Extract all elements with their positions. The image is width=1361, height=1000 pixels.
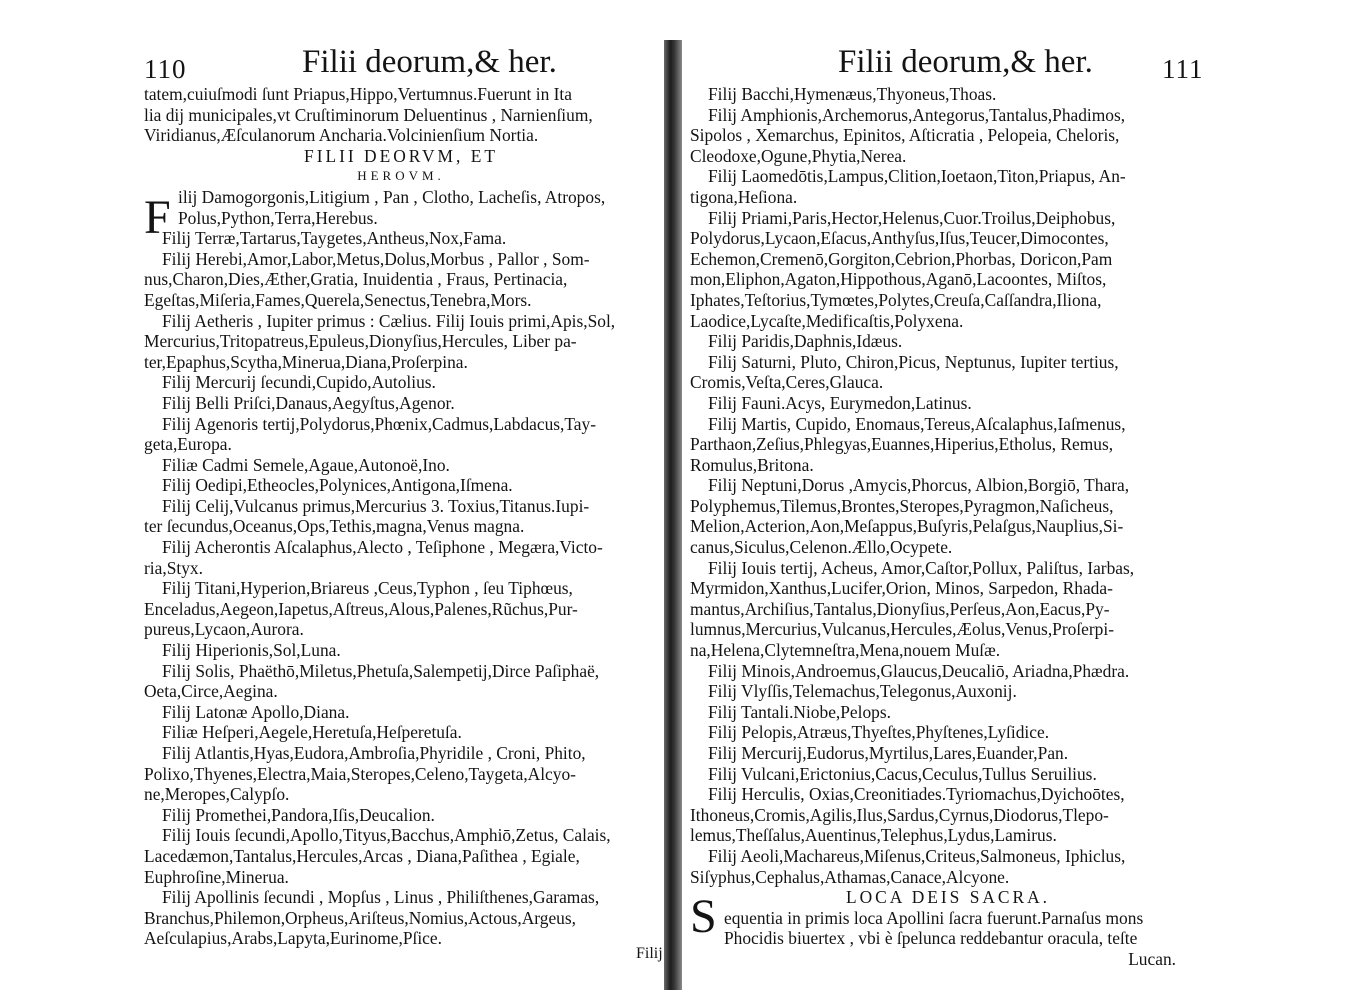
text-line: Filij Latonæ Apollo,Diana. xyxy=(162,701,350,722)
text-line: mantus,Archiſius,Tantalus,Dionyſius,Perſeus,Aon,Eacus,Py- xyxy=(690,598,1110,619)
text-line: Filij Hiperionis,Sol,Luna. xyxy=(162,640,341,661)
text-line: Filij Mercurij,Eudorus,Myrtilus,Lares,Euander,Pan. xyxy=(708,743,1069,763)
section-subheading: HEROVM. xyxy=(357,168,445,184)
text-line: Filij Aeoli,Machareus,Miſenus,Criteus,Salmoneus, Iphiclus, xyxy=(708,845,1126,866)
text-line: Filiæ Cadmi Semele,Agaue,Autonoë,Ino. xyxy=(162,454,450,475)
text-line: ria,Styx. xyxy=(144,557,203,578)
section-heading: LOCA DEIS SACRA. xyxy=(845,887,1051,908)
text-line: Filij Herculis, Oxias,Creonitiades.Tyriomachus,Dyichoōtes, xyxy=(708,784,1125,805)
text-line: Filij Vlyſſis,Telemachus,Telegonus,Auxonij. xyxy=(708,681,1017,702)
text-line: Filij Atlantis,Hyas,Eudora,Ambroſia,Phyridile , Croni, Phito, xyxy=(162,743,586,763)
catchword: Filij xyxy=(636,945,663,962)
left-dropcap: F xyxy=(144,191,171,244)
text-line: Filij Solis, Phaëthō,Miletus,Phetuſa,Salempetij,Dirce Paſiphaë, xyxy=(162,660,600,681)
text-line: Siſyphus,Cephalus,Athamas,Canace,Alcyone. xyxy=(690,866,1010,887)
text-line: Filij Fauni.Acys, Eurymedon,Latinus. xyxy=(708,392,972,413)
text-line: Filij Celij,Vulcanus primus,Mercurius 3. Toxius,Titanus.Iupi- xyxy=(162,495,590,516)
text-line: Filij Pelopis,Atræus,Thyeſtes,Phyſtenes,Lyſidice. xyxy=(708,722,1050,743)
text-line: Filij Minois,Androemus,Glaucus,Deucaliō, Ariadna,Phædra. xyxy=(708,660,1130,681)
text-line: na,Helena,Clytemneſtra,Mena,nouem Muſæ. xyxy=(690,640,1001,661)
text-line: Echemon,Cremenō,Gorgiton,Cebrion,Phorbas, Doricon,Pam xyxy=(690,248,1113,269)
text-line: Laodice,Lycaſte,Medificaſtis,Polyxena. xyxy=(690,310,964,331)
text-line: Filij Apollinis ſecundi , Mopſus , Linus , Philiſthenes,Garamas, xyxy=(162,887,600,908)
text-line: Filij Herebi,Amor,Labor,Metus,Dolus,Morbus , Pallor , Som- xyxy=(162,248,590,269)
text-line: Filij Terræ,Tartarus,Taygetes,Antheus,Nox,Fama. xyxy=(162,228,507,249)
text-line: Filij Promethei,Pandora,Iſis,Deucalion. xyxy=(162,804,435,825)
text-line: Filij Agenoris tertij,Polydorus,Phœnix,Cadmus,Labdacus,Tay- xyxy=(162,413,597,434)
text-line: Melion,Acterion,Aon,Meſappus,Buſyris,Pelaſgus,Nauplius,Si- xyxy=(690,516,1124,537)
left-running-head: Filii deorum,& her. xyxy=(302,44,557,80)
text-line: tigona,Heſiona. xyxy=(690,186,798,207)
text-line: Mercurius,Tritopatreus,Epuleus,Dionyſius,Hercules, Liber pa- xyxy=(144,331,577,352)
text-line: Filiæ Heſperi,Aegele,Heretuſa,Heſperetuſa. xyxy=(162,722,462,743)
text-line: Aeſculapius,Arabs,Lapyta,Eurinome,Pſice. xyxy=(144,928,442,949)
section-heading: FILII DEORVM, ET xyxy=(304,145,498,166)
text-line: lumnus,Mercurius,Vulcanus,Hercules,Æolus,Venus,Proſerpi- xyxy=(690,619,1114,640)
right-text-block xyxy=(690,84,1206,970)
left-text-block xyxy=(144,84,658,949)
text-line: Lucan. xyxy=(1128,948,1176,969)
left-page xyxy=(0,0,670,1000)
text-line: Enceladus,Aegeon,Iapetus,Aſtreus,Alous,Palenes,Rũchus,Pur- xyxy=(144,598,578,619)
text-line: Filij Saturni, Pluto, Chiron,Picus, Neptunus, Iupiter tertius, xyxy=(708,351,1119,372)
text-line: nus,Charon,Dies,Æther,Gratia, Inuidentia , Fraus, Pertinacia, xyxy=(144,269,568,290)
text-line: Polyphemus,Tilemus,Brontes,Steropes,Pyragmon,Naſicheus, xyxy=(690,495,1114,516)
text-line: equentia in primis loca Apollini ſacra fuerunt.Parnaſus mons xyxy=(724,907,1144,928)
text-line: canus,Siculus,Celenon.Ællo,Ocypete. xyxy=(690,537,953,558)
text-line: Egeſtas,Miſeria,Fames,Querela,Senectus,Tenebra,Mors. xyxy=(144,289,532,310)
text-line: Polydorus,Lycaon,Eſacus,Anthyſus,Iſus,Teucer,Dimocontes, xyxy=(690,228,1109,249)
text-line: pureus,Lycaon,Aurora. xyxy=(144,619,304,640)
text-line: Filij Priami,Paris,Hector,Helenus,Cuor.Troilus,Deiphobus, xyxy=(708,207,1116,228)
text-line: ne,Meropes,Calypſo. xyxy=(144,784,290,805)
text-line: Euphroſine,Minerua. xyxy=(144,866,289,887)
right-page xyxy=(676,0,1361,1000)
text-line: Filij Vulcani,Erictonius,Cacus,Ceculus,Tullus Seruilius. xyxy=(708,763,1097,784)
text-line: Filij Iouis ſecundi,Apollo,Tityus,Bacchus,Amphiō,Zetus, Calais, xyxy=(162,825,611,846)
text-line: Filij Neptuni,Dorus ,Amycis,Phorcus, Albion,Borgiō, Thara, xyxy=(708,475,1130,496)
text-line: ter,Epaphus,Scytha,Minerua,Diana,Proſerpina. xyxy=(144,351,468,372)
text-line: Filij Paridis,Daphnis,Idæus. xyxy=(708,331,903,352)
right-dropcap: S xyxy=(690,890,717,943)
text-line: Filij Belli Priſci,Danaus,Aegyſtus,Agenor. xyxy=(162,392,455,413)
left-page-number: 110 xyxy=(144,54,187,84)
text-line: Romulus,Britona. xyxy=(690,454,814,475)
text-line: Viridianus,Æſculanorum Ancharia.Volcinienſium Nortia. xyxy=(144,125,539,146)
text-line: Filij Bacchi,Hymenæus,Thyoneus,Thoas. xyxy=(708,84,997,104)
text-line: Iphates,Teſtorius,Tymœtes,Polytes,Creuſa,Caſſandra,Iliona, xyxy=(690,289,1102,310)
right-running-head: Filii deorum,& her. xyxy=(838,44,1093,80)
right-page-number: 111 xyxy=(1162,54,1204,84)
text-line: Cromis,Veſta,Ceres,Glauca. xyxy=(690,372,884,393)
text-line: lia dij municipales,vt Cruſtiminorum Deluentinus , Narnienſium, xyxy=(144,104,593,125)
text-line: Filij Amphionis,Archemorus,Antegorus,Tantalus,Phadimos, xyxy=(708,104,1126,125)
text-line: Branchus,Philemon,Orpheus,Ariſteus,Nomius,Actous,Argeus, xyxy=(144,907,576,928)
text-line: Parthaon,Zeſius,Phlegyas,Euannes,Hiperius,Etholus, Remus, xyxy=(690,434,1114,455)
text-line: Filij Acherontis Aſcalaphus,Alecto , Teſiphone , Megæra,Victo- xyxy=(162,537,603,558)
text-line: Lacedæmon,Tantalus,Hercules,Arcas , Diana,Paſithea , Egiale, xyxy=(144,845,580,866)
text-line: Polixo,Thyenes,Electra,Maia,Steropes,Celeno,Taygeta,Alcyo- xyxy=(144,763,576,784)
text-line: mon,Eliphon,Agaton,Hippothous,Aganō,Lacoontes, Miſtos, xyxy=(690,269,1107,290)
text-line: Filij Tantali.Niobe,Pelops. xyxy=(708,701,891,722)
text-line: Filij Aetheris , Iupiter primus : Cælius. Filij Iouis primi,Apis,Sol, xyxy=(162,310,616,331)
text-line: Ithoneus,Cromis,Agilis,Ilus,Sardus,Cyrnus,Diodorus,Tlepo- xyxy=(690,804,1109,825)
text-line: Filij Titani,Hyperion,Briareus ,Ceus,Typhon , ſeu Tiphœus, xyxy=(162,578,573,599)
text-line: Phocidis biuertex , vbi è ſpelunca reddebantur oracula, teſte xyxy=(724,928,1138,949)
text-line: Sipolos , Xemarchus, Epinitos, Aſticratia , Pelopeia, Cheloris, xyxy=(690,125,1120,146)
text-line: Filij Laomedōtis,Lampus,Clition,Ioetaon,Titon,Priapus, An- xyxy=(708,166,1126,187)
text-line: geta,Europa. xyxy=(144,434,232,455)
text-line: ilij Damogorgonis,Litigium , Pan , Clotho, Lacheſis, Atropos, xyxy=(178,186,606,207)
text-line: Oeta,Circe,Aegina. xyxy=(144,681,278,702)
text-line: tatem,cuiuſmodi ſunt Priapus,Hippo,Vertumnus.Fuerunt in Ita xyxy=(144,84,572,104)
text-line: Cleodoxe,Ogune,Phytia,Nerea. xyxy=(690,145,907,166)
text-line: ter ſecundus,Oceanus,Ops,Tethis,magna,Venus magna. xyxy=(144,516,525,537)
text-line: Filij Iouis tertij, Acheus, Amor,Caſtor,Pollux, Paliſtus, Iarbas, xyxy=(708,557,1135,578)
text-line: Filij Oedipi,Etheocles,Polynices,Antigona,Iſmena. xyxy=(162,475,513,496)
text-line: Filij Mercurij ſecundi,Cupido,Autolius. xyxy=(162,372,436,393)
text-line: Polus,Python,Terra,Herebus. xyxy=(178,207,378,228)
text-line: Filij Martis, Cupido, Enomaus,Tereus,Aſcalaphus,Iaſmenus, xyxy=(708,413,1126,434)
text-line: Myrmidon,Xanthus,Lucifer,Orion, Minos, Sarpedon, Rhada- xyxy=(690,578,1113,599)
text-line: lemus,Theſſalus,Auentinus,Telephus,Lydus,Lamirus. xyxy=(690,825,1057,846)
